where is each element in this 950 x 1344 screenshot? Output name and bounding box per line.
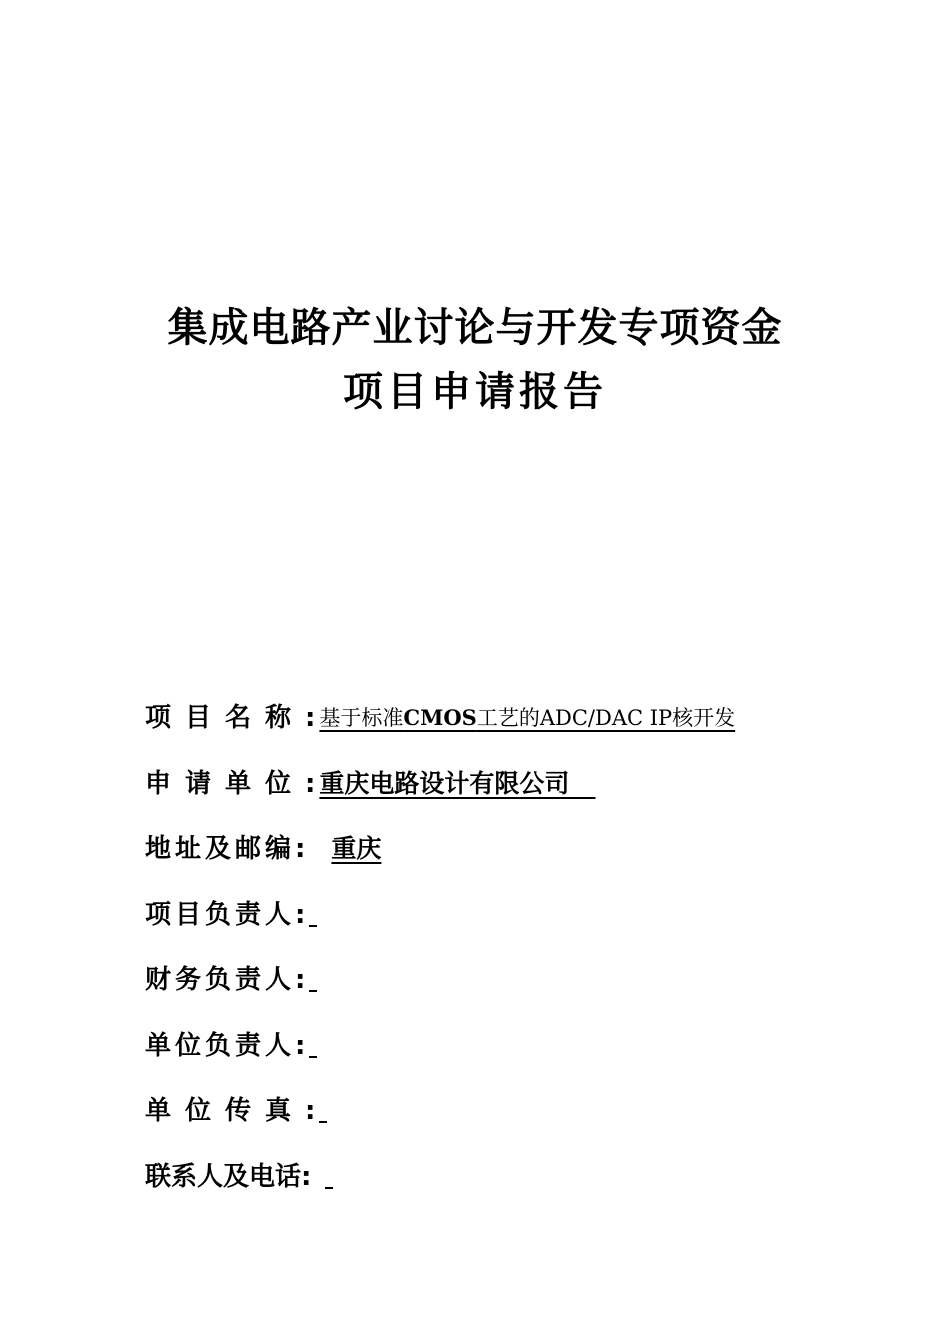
title-line-1: 集成电路产业讨论与开发专项资金 xyxy=(167,305,783,351)
blank-line xyxy=(309,887,317,927)
field-project-name xyxy=(145,698,865,764)
value-suffix: 工艺的ADC/DAC IP核开发 xyxy=(476,706,736,730)
field-value: 重庆 xyxy=(331,834,382,863)
field-colon: : xyxy=(295,1030,306,1061)
field-applicant xyxy=(145,764,865,830)
value-prefix: 基于标准 xyxy=(319,706,404,730)
field-unit-lead xyxy=(145,1026,865,1092)
report-title xyxy=(0,296,950,424)
field-colon: : xyxy=(305,1096,316,1126)
blank-line xyxy=(309,952,317,992)
field-label: 地址及邮编 xyxy=(145,834,296,864)
field-value xyxy=(315,698,735,738)
field-colon: : xyxy=(295,834,306,864)
field-colon: : xyxy=(305,703,316,733)
field-colon: : xyxy=(301,1161,312,1192)
field-colon: : xyxy=(295,899,306,930)
field-label: 项目名称 xyxy=(145,703,306,733)
field-label: 联系人及电话 xyxy=(145,1161,302,1192)
field-label: 项目负责人 xyxy=(145,899,296,930)
value-bold: CMOS xyxy=(403,705,477,730)
title-line-2: 项目申请报告 xyxy=(343,369,607,415)
field-address xyxy=(145,829,865,895)
cover-fields xyxy=(145,698,865,1222)
field-label: 财务负责人 xyxy=(145,965,296,995)
field-label: 申请单位 xyxy=(145,768,306,799)
field-contact xyxy=(145,1157,865,1223)
field-label: 单位传真 xyxy=(145,1096,306,1126)
blank-line xyxy=(309,1018,317,1058)
blank-line xyxy=(319,1083,327,1123)
field-project-lead xyxy=(145,895,865,961)
field-finance-lead xyxy=(145,960,865,1026)
field-fax xyxy=(145,1091,865,1157)
field-label: 单位负责人 xyxy=(145,1030,296,1061)
field-colon: : xyxy=(305,768,316,799)
field-colon: : xyxy=(295,965,306,995)
blank-line xyxy=(325,1149,333,1189)
field-value: 重庆电路设计有限公司 xyxy=(319,768,596,798)
